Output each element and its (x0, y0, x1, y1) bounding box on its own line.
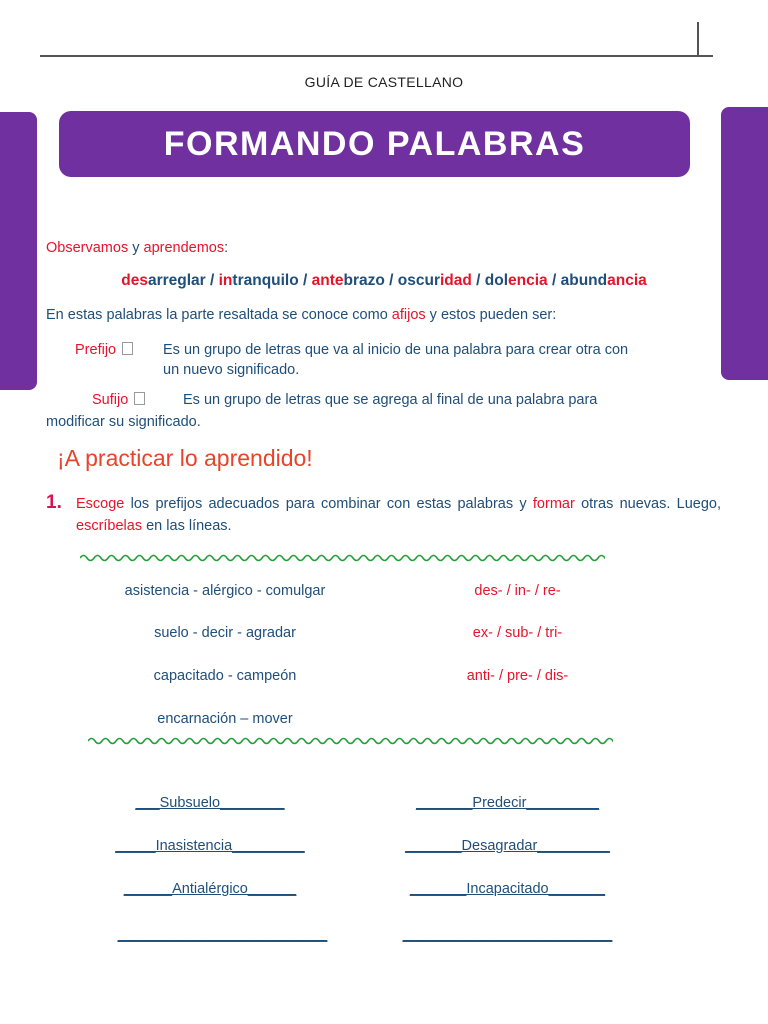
answer-left-2: _____Inasistencia_________ (115, 838, 305, 854)
wavy-divider-bottom (88, 733, 613, 749)
answer-right-1: _______Predecir_________ (415, 795, 600, 811)
instr-escribelas: escríbelas (76, 518, 143, 534)
prefix-group-1: des- / in- / re- (474, 583, 561, 599)
example-affix: encia (508, 272, 548, 289)
title-banner: FORMANDO PALABRAS (59, 111, 690, 177)
afijos-highlight: afijos (391, 307, 426, 323)
answer-left-1: ___Subsuelo________ (135, 795, 285, 811)
example-affix: des (121, 272, 148, 289)
example-word (219, 272, 299, 289)
answer-right-2: _______Desagradar_________ (405, 838, 610, 854)
page-header: GUÍA DE CASTELLANO (304, 74, 464, 90)
intro-connector: y (128, 240, 144, 256)
answer-left-4: __________________________ (117, 927, 328, 943)
afijos-line (46, 307, 556, 323)
intro-colon: : (224, 240, 229, 256)
example-word (485, 272, 548, 289)
left-decor-bar (0, 112, 37, 390)
example-root: abund (560, 272, 608, 289)
instr-text-2: otras nuevas. Luego, (574, 496, 722, 512)
example-separator: / (547, 272, 561, 289)
sufijo-line1: Es un grupo de letras que se agrega al final de una palabra para (183, 392, 598, 408)
example-separator: / (205, 272, 219, 289)
example-affix: in (218, 272, 233, 289)
exercise-number: 1. (46, 492, 62, 513)
checkbox-glyph-icon (134, 392, 145, 405)
example-word (398, 272, 472, 289)
example-word (561, 272, 647, 289)
instr-formar: formar (532, 496, 575, 512)
example-words (0, 272, 768, 290)
example-separator: / (384, 272, 398, 289)
top-rule-tick (697, 22, 699, 55)
instr-text-1: los prefijos adecuados para combinar con estas palabras y (124, 496, 533, 512)
example-affix: ancia (607, 272, 647, 289)
prefijo-label-row (75, 340, 133, 361)
instr-text-3: en las líneas. (142, 518, 232, 534)
sufijo-label-row (92, 390, 145, 411)
intro-aprendemos: aprendemos (143, 240, 225, 256)
wavy-divider-top (80, 550, 605, 566)
checkbox-glyph-icon (122, 342, 133, 355)
example-affix: ante (311, 272, 344, 289)
example-root: arreglar (147, 272, 206, 289)
example-word (312, 272, 385, 289)
word-group-4: encarnación – mover (157, 711, 293, 727)
answer-right-3: _______Incapacitado_______ (409, 881, 606, 897)
example-root: brazo (343, 272, 385, 289)
example-affix: idad (440, 272, 472, 289)
afijos-after: y estos pueden ser: (425, 307, 557, 323)
practice-title: ¡A practicar lo aprendido! (57, 445, 313, 471)
example-separator: / (298, 272, 312, 289)
intro-line (46, 240, 228, 256)
word-group-2: suelo - decir - agradar (154, 625, 296, 641)
top-rule (40, 55, 713, 57)
prefijo-label: Prefijo (75, 342, 117, 358)
afijos-before: En estas palabras la parte resaltada se conoce como (46, 307, 392, 323)
instr-escoge: Escoge (76, 496, 125, 512)
example-root: oscur (397, 272, 440, 289)
sufijo-label: Sufijo (92, 392, 129, 408)
intro-observamos: Observamos (46, 240, 129, 256)
example-separator: / (471, 272, 485, 289)
example-root: dol (484, 272, 509, 289)
word-group-1: asistencia - alérgico - comulgar (124, 583, 326, 599)
sufijo-line2: modificar su significado. (46, 414, 201, 430)
right-decor-bar (721, 107, 768, 380)
answer-right-4: __________________________ (402, 927, 613, 943)
answer-left-3: ______Antialérgico______ (123, 881, 297, 897)
prefijo-line2: un nuevo significado. (163, 362, 300, 378)
prefijo-line1: Es un grupo de letras que va al inicio de una palabra para crear otra con (163, 342, 629, 358)
example-root: tranquilo (232, 272, 299, 289)
exercise-instructions (76, 493, 721, 537)
word-group-3: capacitado - campeón (153, 668, 297, 684)
prefix-group-3: anti- / pre- / dis- (466, 668, 569, 684)
example-word (121, 272, 205, 289)
prefix-group-2: ex- / sub- / tri- (472, 625, 563, 641)
